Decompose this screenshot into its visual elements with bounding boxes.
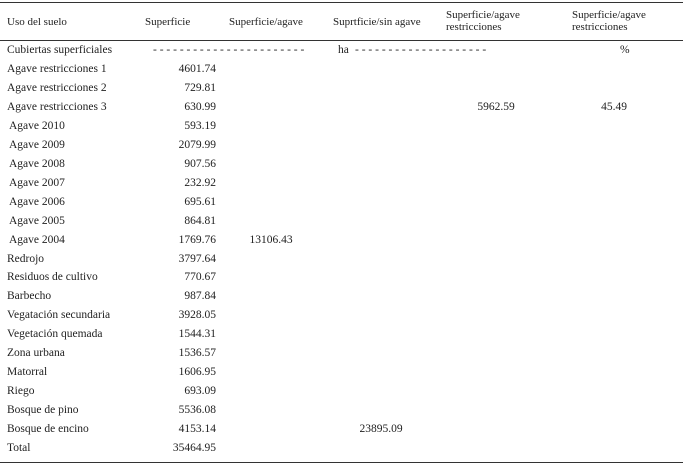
units-row-label: Cubiertas superficiales	[7, 44, 113, 56]
table-row	[0, 439, 683, 458]
table-row	[0, 79, 683, 98]
cell-superficie: 770.67	[184, 271, 216, 284]
cell-uso-del-suelo: Matorral	[7, 366, 48, 379]
cell-superficie-agave: 13106.43	[249, 233, 293, 246]
cell-uso-del-suelo: Agave 2005	[9, 214, 65, 227]
cell-uso-del-suelo: Total	[7, 442, 31, 454]
units-row	[0, 41, 683, 60]
header-superficie-agave: Superficie/agave	[229, 16, 303, 28]
table-row	[0, 325, 683, 344]
units-ha: ha	[338, 44, 349, 56]
header-sup-agave-restricciones-pct-line2: restricciones	[572, 21, 628, 33]
header-sup-agave-restricciones-line2: restricciones	[446, 21, 502, 33]
cell-uso-del-suelo: Vegetación quemada	[7, 328, 103, 341]
cell-uso-del-suelo: Riego	[7, 385, 35, 398]
table-bottom-rule	[0, 462, 683, 463]
cell-superficie: 987.84	[184, 290, 216, 303]
cell-uso-del-suelo: Agave 2006	[9, 195, 65, 208]
table-row	[0, 155, 683, 174]
cell-uso-del-suelo: Agave 2009	[9, 138, 65, 151]
table-top-rule	[0, 2, 683, 3]
table-row	[0, 268, 683, 287]
table-row	[0, 193, 683, 212]
table-row	[0, 250, 683, 269]
header-sup-agave-restricciones-pct-line1: Superficie/agave	[572, 9, 646, 21]
cell-uso-del-suelo: Agave 2010	[9, 119, 65, 132]
header-superficie-sin-agave: Suprtficie/sin agave	[333, 16, 421, 28]
cell-superficie: 4601.74	[178, 63, 216, 75]
table-row	[0, 344, 683, 363]
table-row	[0, 98, 683, 117]
header-sup-agave-restricciones	[446, 9, 520, 33]
cell-sup-agave-restricciones-pct: 45.49	[601, 100, 627, 113]
cell-superficie: 864.81	[184, 214, 216, 227]
cell-uso-del-suelo: Redrojo	[7, 252, 45, 265]
table-row	[0, 212, 683, 231]
cell-superficie: 1536.57	[178, 347, 216, 360]
cell-uso-del-suelo: Agave 2004	[9, 233, 65, 246]
cell-sup-agave-restricciones: 5962.59	[477, 100, 515, 113]
header-superficie: Superficie	[145, 16, 191, 28]
cell-uso-del-suelo: Agave restricciones 2	[7, 81, 107, 94]
cell-uso-del-suelo: Agave 2007	[9, 176, 65, 189]
table-row	[0, 401, 683, 420]
cell-superficie: 4153.14	[178, 423, 216, 436]
cell-uso-del-suelo: Agave restricciones 3	[7, 100, 107, 113]
cell-superficie: 695.61	[184, 195, 216, 208]
cell-uso-del-suelo: Bosque de encino	[7, 423, 89, 436]
cell-superficie: 1544.31	[178, 328, 216, 341]
cell-superficie: 5536.08	[178, 404, 216, 417]
units-dashes-left: - - - - - - - - - - - - - - - - - - - - - - -	[153, 44, 305, 56]
header-sup-agave-restricciones-line1: Superficie/agave	[446, 9, 520, 21]
cell-superficie: 630.99	[184, 100, 216, 113]
cell-superficie: 593.19	[184, 119, 216, 132]
table-row	[0, 287, 683, 306]
cell-uso-del-suelo: Bosque de pino	[7, 404, 79, 417]
cell-superficie: 907.56	[184, 157, 216, 170]
cell-uso-del-suelo: Barbecho	[7, 290, 52, 303]
cell-uso-del-suelo: Residuos de cultivo	[7, 271, 98, 284]
header-uso-del-suelo: Uso del suelo	[7, 16, 67, 28]
units-percent: %	[620, 44, 630, 56]
table-row	[0, 420, 683, 439]
cell-superficie: 729.81	[184, 81, 216, 94]
cell-uso-del-suelo: Agave restricciones 1	[7, 63, 107, 75]
cell-uso-del-suelo: Zona urbana	[7, 347, 65, 360]
cell-superficie: 2079.99	[178, 138, 216, 151]
cell-superficie: 693.09	[184, 385, 216, 398]
header-sup-agave-restricciones-pct	[572, 9, 646, 33]
units-dashes-right: - - - - - - - - - - - - - - - - - - - -	[355, 44, 487, 56]
cell-superficie: 1606.95	[178, 366, 216, 379]
cell-superficie: 1769.76	[178, 233, 216, 246]
cell-uso-del-suelo: Agave 2008	[9, 157, 65, 170]
table-row	[0, 117, 683, 136]
cell-uso-del-suelo: Vegatación secundaria	[7, 309, 111, 322]
table-row	[0, 60, 683, 79]
table-row	[0, 174, 683, 193]
cell-superficie: 35464.95	[172, 442, 216, 454]
table-row	[0, 382, 683, 401]
cell-superficie: 3797.64	[178, 252, 216, 265]
table-row	[0, 231, 683, 250]
cell-superficie-sin-agave: 23895.09	[359, 423, 403, 436]
table-row	[0, 306, 683, 325]
table-row	[0, 363, 683, 382]
cell-superficie: 3928.05	[178, 309, 216, 322]
table-row	[0, 136, 683, 155]
cell-superficie: 232.92	[184, 176, 216, 189]
